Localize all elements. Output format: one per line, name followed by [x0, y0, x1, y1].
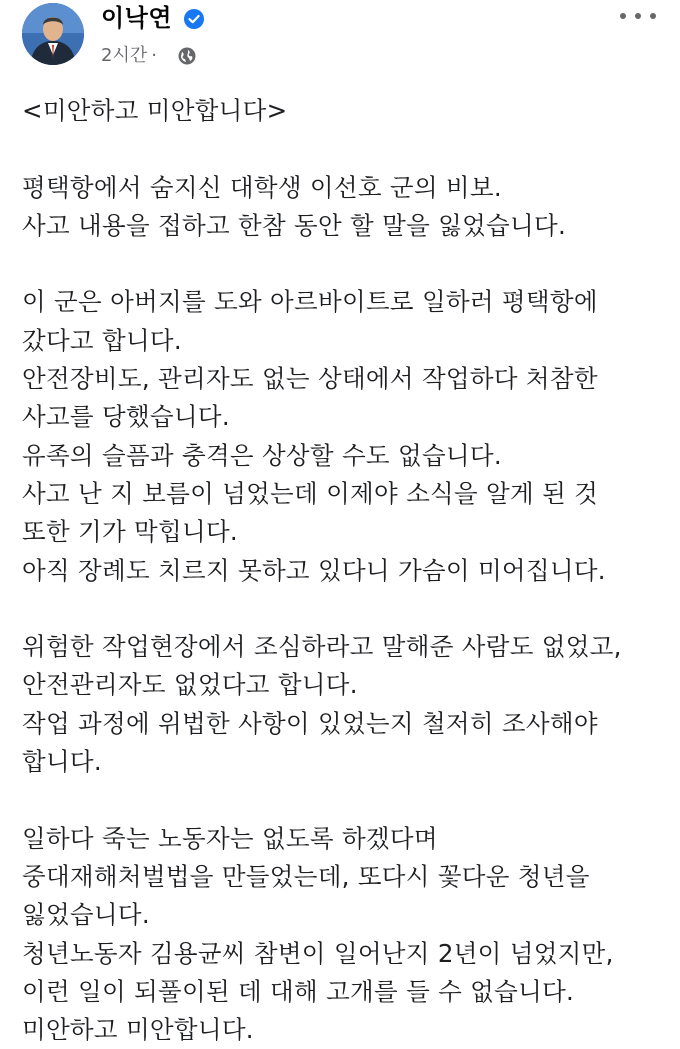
- post-header: [0, 0, 680, 80]
- avatar[interactable]: [22, 3, 84, 65]
- post-body-line: 이런 일이 되풀이된 데 대해 고개를 들 수 없습니다.: [22, 976, 575, 1006]
- author-name[interactable]: 이낙연: [101, 4, 173, 32]
- post-body-line: 평택항에서 숨지신 대학생 이선호 군의 비보.: [22, 172, 502, 202]
- meta-separator: ·: [151, 45, 157, 66]
- post-body-line: <미안하고 미안합니다>: [22, 96, 288, 125]
- post-body-blank-line: [22, 781, 662, 819]
- post-body-line: 사고를 당했습니다.: [22, 402, 230, 432]
- more-dot: [635, 13, 641, 19]
- post-body-blank-line: [22, 590, 662, 628]
- post-body-line: 중대재해처벌법을 만들었는데, 또다시 꽃다운 청년을: [22, 861, 590, 891]
- post-body-line: 청년노동자 김용균씨 참변이 일어난지 2년이 넘었지만,: [22, 938, 614, 968]
- post-time[interactable]: 2시간: [101, 45, 148, 66]
- post-body-line: 잃었습니다.: [22, 900, 150, 930]
- post-body-blank-line: [22, 130, 662, 168]
- post-body: [22, 92, 662, 1049]
- post-body-line: 사고 내용을 접하고 한참 동안 할 말을 잃었습니다.: [22, 210, 567, 240]
- more-dot: [650, 13, 656, 19]
- post-body-line: 작업 과정에 위법한 사항이 있었는지 철저히 조사해야: [22, 708, 598, 738]
- post-body-line: 안전관리자도 없었다고 합니다.: [22, 670, 358, 700]
- more-dot: [620, 13, 626, 19]
- post-body-line: 아직 장례도 치르지 못하고 있다니 가슴이 미어집니다.: [22, 555, 606, 585]
- post-body-line: 또한 기가 막힙니다.: [22, 517, 238, 547]
- globe-icon[interactable]: [178, 47, 196, 65]
- verified-badge-icon: [184, 9, 204, 29]
- post-body-line: 위험한 작업현장에서 조심하라고 말해준 사람도 없었고,: [22, 632, 622, 662]
- post-body-line: 합니다.: [22, 747, 102, 777]
- more-options-icon[interactable]: [620, 4, 656, 28]
- post-meta: [101, 44, 161, 68]
- post-body-line: 미안하고 미안합니다.: [22, 1015, 254, 1045]
- post-body-line: 이 군은 아버지를 도와 아르바이트로 일하러 평택항에: [22, 287, 598, 317]
- post-body-line: 사고 난 지 보름이 넘었는데 이제야 소식을 알게 된 것: [22, 478, 599, 508]
- post-body-line: 갔다고 합니다.: [22, 325, 182, 355]
- post-body-blank-line: [22, 245, 662, 283]
- post-body-line: 일하다 죽는 노동자는 없도록 하겠다며: [22, 823, 438, 853]
- post-body-line: 안전장비도, 관리자도 없는 상태에서 작업하다 처참한: [22, 364, 598, 394]
- avatar-photo: [22, 3, 84, 65]
- post-body-line: 유족의 슬픔과 충격은 상상할 수도 없습니다.: [22, 440, 502, 470]
